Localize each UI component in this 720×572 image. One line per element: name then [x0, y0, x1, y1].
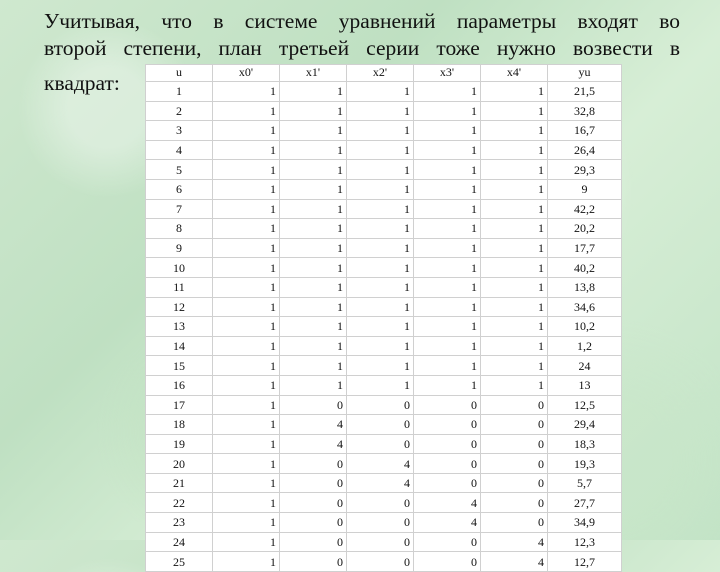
table-cell: 42,2 [548, 199, 622, 219]
table-cell: 16,7 [548, 121, 622, 141]
table-cell: 10,2 [548, 317, 622, 337]
table-cell: 0 [280, 513, 347, 533]
table-cell: 1 [280, 140, 347, 160]
table-cell: 34,6 [548, 297, 622, 317]
table-cell: 0 [414, 415, 481, 435]
table-cell: 1 [414, 121, 481, 141]
table-cell: 1 [213, 493, 280, 513]
table-cell: 0 [347, 532, 414, 552]
table-cell: 1 [280, 317, 347, 337]
table-header-row [146, 65, 622, 82]
table-cell: 4 [347, 454, 414, 474]
table-cell: 1 [280, 277, 347, 297]
table-cell: 0 [280, 473, 347, 493]
table-cell: 0 [280, 454, 347, 474]
table-cell: 1 [347, 317, 414, 337]
table-cell: 18 [146, 415, 213, 435]
table-row [146, 395, 622, 415]
table-cell: 0 [280, 532, 347, 552]
table-cell: 1 [213, 336, 280, 356]
table-cell: 15 [146, 356, 213, 376]
table-cell: 1 [481, 258, 548, 278]
table-cell: 21,5 [548, 82, 622, 102]
table-row [146, 552, 622, 572]
table-cell: 1 [481, 317, 548, 337]
table-cell: 1 [213, 317, 280, 337]
heading-line-2: второй степени, план третьей серии тоже нужно возвести в [44, 36, 680, 60]
table-cell: 1 [347, 277, 414, 297]
table-cell: 0 [481, 493, 548, 513]
table-cell: 23 [146, 513, 213, 533]
table-cell: 1 [347, 238, 414, 258]
table-row [146, 356, 622, 376]
table-cell: 12,7 [548, 552, 622, 572]
table-cell: 5 [146, 160, 213, 180]
table-row [146, 82, 622, 102]
table-cell: 0 [280, 493, 347, 513]
table-cell: 1 [213, 434, 280, 454]
table-cell: 4 [414, 513, 481, 533]
table-cell: 1 [280, 121, 347, 141]
table-cell: 4 [414, 493, 481, 513]
table-cell: 1 [213, 219, 280, 239]
table-cell: 0 [414, 532, 481, 552]
table-cell: 26,4 [548, 140, 622, 160]
table-cell: 1 [213, 140, 280, 160]
table-row [146, 121, 622, 141]
table-cell: 0 [481, 513, 548, 533]
table-cell: 1 [213, 395, 280, 415]
table-row [146, 434, 622, 454]
table-cell: 1 [481, 375, 548, 395]
table-row [146, 493, 622, 513]
table-cell: 1 [481, 160, 548, 180]
table-cell: 1 [347, 140, 414, 160]
table-cell: 1 [280, 160, 347, 180]
table-cell: 10 [146, 258, 213, 278]
table-cell: 1 [347, 179, 414, 199]
table-cell: 1 [213, 277, 280, 297]
table-cell: 0 [414, 434, 481, 454]
table-cell: 1 [347, 258, 414, 278]
table-cell: 1 [414, 101, 481, 121]
table-cell: 1 [347, 82, 414, 102]
table-cell: 12,3 [548, 532, 622, 552]
table-row [146, 454, 622, 474]
table-cell: 1 [481, 101, 548, 121]
table-cell: 1 [347, 356, 414, 376]
table-cell: 1 [414, 277, 481, 297]
table-cell: 1 [347, 160, 414, 180]
table-cell: 12 [146, 297, 213, 317]
table-cell: 7 [146, 199, 213, 219]
table-cell: 1 [213, 532, 280, 552]
table-cell: 1 [213, 552, 280, 572]
table-row [146, 199, 622, 219]
table-cell: 9 [548, 179, 622, 199]
table-cell: 1 [213, 101, 280, 121]
table-cell: 0 [481, 454, 548, 474]
table-cell: 1 [481, 277, 548, 297]
table-cell: 9 [146, 238, 213, 258]
table-cell: 0 [414, 473, 481, 493]
table-cell: 1 [280, 297, 347, 317]
column-header: yu [548, 65, 622, 82]
table-cell: 1 [280, 356, 347, 376]
table-cell: 1 [347, 121, 414, 141]
table-cell: 29,3 [548, 160, 622, 180]
table-row [146, 297, 622, 317]
table-row [146, 101, 622, 121]
table-row [146, 140, 622, 160]
table-cell: 20 [146, 454, 213, 474]
table-cell: 1 [347, 101, 414, 121]
table-cell: 4 [280, 415, 347, 435]
table-cell: 1 [280, 258, 347, 278]
table-cell: 1 [414, 238, 481, 258]
table-cell: 1 [414, 356, 481, 376]
table-cell: 0 [280, 552, 347, 572]
table-cell: 1 [414, 258, 481, 278]
table-cell: 0 [414, 552, 481, 572]
table-cell: 1 [481, 219, 548, 239]
table-cell: 12,5 [548, 395, 622, 415]
table-cell: 1 [280, 336, 347, 356]
table-cell: 1 [347, 336, 414, 356]
table-cell: 0 [347, 513, 414, 533]
table-cell: 1 [481, 179, 548, 199]
table-cell: 1 [213, 297, 280, 317]
table-cell: 4 [481, 552, 548, 572]
table-cell: 1 [414, 179, 481, 199]
table-cell: 1 [280, 199, 347, 219]
table-cell: 1 [213, 356, 280, 376]
table-cell: 1 [213, 375, 280, 395]
table-cell: 0 [481, 473, 548, 493]
column-header: x3' [414, 65, 481, 82]
table-cell: 27,7 [548, 493, 622, 513]
table-row [146, 513, 622, 533]
table-cell: 1 [347, 199, 414, 219]
table-cell: 2 [146, 101, 213, 121]
table-cell: 4 [280, 434, 347, 454]
table-cell: 4 [146, 140, 213, 160]
table-row [146, 219, 622, 239]
column-header: x2' [347, 65, 414, 82]
table-cell: 0 [414, 395, 481, 415]
table-cell: 1 [213, 513, 280, 533]
table-cell: 22 [146, 493, 213, 513]
table-row [146, 277, 622, 297]
table-cell: 1 [481, 336, 548, 356]
table-cell: 20,2 [548, 219, 622, 239]
table-cell: 18,3 [548, 434, 622, 454]
table-row [146, 415, 622, 435]
table-cell: 29,4 [548, 415, 622, 435]
table-cell: 1 [347, 219, 414, 239]
table-row [146, 336, 622, 356]
table-cell: 1 [213, 160, 280, 180]
table-cell: 21 [146, 473, 213, 493]
table-cell: 0 [481, 434, 548, 454]
table-cell: 19,3 [548, 454, 622, 474]
table-cell: 1 [414, 317, 481, 337]
table-cell: 1 [414, 219, 481, 239]
table-cell: 1 [481, 121, 548, 141]
table-body [146, 82, 622, 572]
table-cell: 0 [347, 395, 414, 415]
table-cell: 5,7 [548, 473, 622, 493]
data-table [145, 64, 622, 572]
table-row [146, 375, 622, 395]
table-cell: 1 [414, 375, 481, 395]
table-cell: 19 [146, 434, 213, 454]
table-cell: 13 [146, 317, 213, 337]
table-row [146, 238, 622, 258]
column-header: x1' [280, 65, 347, 82]
table-cell: 1 [414, 297, 481, 317]
column-header: x4' [481, 65, 548, 82]
table-cell: 1 [414, 140, 481, 160]
table-cell: 1 [213, 415, 280, 435]
table-cell: 32,8 [548, 101, 622, 121]
table-cell: 1 [146, 82, 213, 102]
table-cell: 1 [481, 199, 548, 219]
table-cell: 1 [481, 297, 548, 317]
table-cell: 1 [213, 454, 280, 474]
table-cell: 1 [414, 336, 481, 356]
table-row [146, 473, 622, 493]
table-cell: 0 [347, 493, 414, 513]
table-cell: 1,2 [548, 336, 622, 356]
heading-line-3: квадрат: [44, 71, 120, 95]
table-cell: 1 [213, 258, 280, 278]
table-cell: 25 [146, 552, 213, 572]
table-cell: 0 [347, 552, 414, 572]
table-cell: 1 [213, 82, 280, 102]
table-row [146, 179, 622, 199]
table-cell: 1 [414, 160, 481, 180]
table-cell: 0 [481, 415, 548, 435]
table-cell: 4 [347, 473, 414, 493]
table-cell: 1 [280, 179, 347, 199]
table-cell: 17,7 [548, 238, 622, 258]
table-row [146, 160, 622, 180]
table-cell: 34,9 [548, 513, 622, 533]
table-cell: 40,2 [548, 258, 622, 278]
table-cell: 1 [213, 473, 280, 493]
table-cell: 1 [280, 375, 347, 395]
table-cell: 0 [414, 454, 481, 474]
table-cell: 1 [213, 199, 280, 219]
table-cell: 4 [481, 532, 548, 552]
table-cell: 11 [146, 277, 213, 297]
table-cell: 8 [146, 219, 213, 239]
table-cell: 1 [213, 179, 280, 199]
table-cell: 1 [280, 82, 347, 102]
table-cell: 1 [280, 238, 347, 258]
column-header: x0' [213, 65, 280, 82]
table-cell: 13 [548, 375, 622, 395]
table-cell: 1 [213, 238, 280, 258]
table-cell: 1 [414, 199, 481, 219]
heading-line-1: Учитывая, что в системе уравнений параметры входят во [44, 9, 680, 33]
table-cell: 0 [481, 395, 548, 415]
table-cell: 6 [146, 179, 213, 199]
column-header: u [146, 65, 213, 82]
table-row [146, 532, 622, 552]
table-cell: 17 [146, 395, 213, 415]
table-cell: 24 [548, 356, 622, 376]
table-cell: 16 [146, 375, 213, 395]
table-cell: 1 [347, 297, 414, 317]
table-cell: 0 [347, 434, 414, 454]
table-row [146, 258, 622, 278]
table-cell: 0 [280, 395, 347, 415]
table-cell: 14 [146, 336, 213, 356]
table-cell: 13,8 [548, 277, 622, 297]
table-cell: 1 [213, 121, 280, 141]
table-cell: 3 [146, 121, 213, 141]
table-cell: 1 [481, 82, 548, 102]
table-cell: 1 [347, 375, 414, 395]
table-cell: 1 [481, 140, 548, 160]
table-cell: 1 [414, 82, 481, 102]
table-cell: 1 [481, 356, 548, 376]
table-cell: 1 [481, 238, 548, 258]
table-row [146, 317, 622, 337]
table-cell: 1 [280, 101, 347, 121]
table-cell: 0 [347, 415, 414, 435]
table-cell: 24 [146, 532, 213, 552]
table-cell: 1 [280, 219, 347, 239]
